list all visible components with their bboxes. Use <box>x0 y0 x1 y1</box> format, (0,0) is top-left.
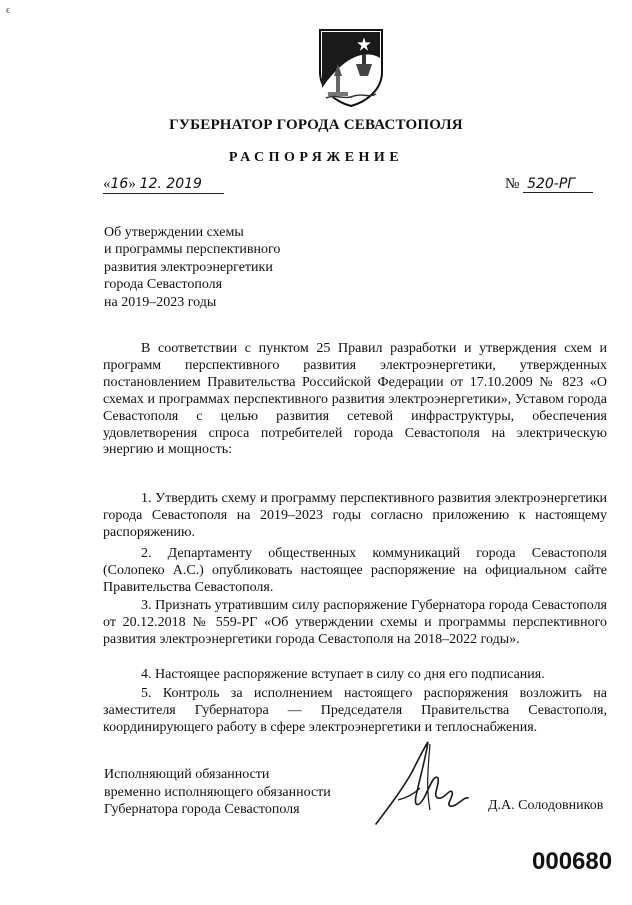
handwritten-signature-icon <box>368 738 478 830</box>
date-close-quote: » <box>128 176 136 192</box>
date-month-year: 12. 2019 <box>139 176 202 192</box>
order-item-3: 3. Признать утратившим силу распоряжение Губернатора города Севастополя от 20.12.2018 № 559-РГ «Об утверждении схемы и программы перспективного развития электроэнергетики города Севастополя на 2018–2022 годы». <box>103 598 607 647</box>
position-line: Губернатора города Севастополя <box>104 802 300 818</box>
subject-line: и программы перспективного <box>104 242 281 258</box>
subject-block <box>104 224 280 311</box>
order-item-2: 2. Департаменту общественных коммуникаций города Севастополя (Солопеко А.С.) опубликовать настоящее распоряжение на официальном сайте Правительства Севастополя. <box>103 546 607 595</box>
corner-mark: ϵ <box>6 5 11 16</box>
order-item-1: 1. Утвердить схему и программу перспективного развития электроэнергетики города Севастополя на 2019–2023 годы согласно приложению к настоящему распоряжению. <box>103 491 607 540</box>
coat-of-arms-icon <box>316 28 386 108</box>
governor-title: ГУБЕРНАТОР ГОРОДА СЕВАСТОПОЛЯ <box>169 117 463 133</box>
document-number <box>505 176 593 193</box>
subject-line: города Севастополя <box>104 277 223 293</box>
number-prefix: № <box>505 176 520 192</box>
registration-number: 000680 <box>532 848 613 875</box>
order-item-4: 4. Настоящее распоряжение вступает в силу со дня его подписания. <box>141 667 545 682</box>
intro-paragraph: В соответствии с пунктом 25 Правил разработки и утверждения схем и программ перспективного развития электроэнергетики, утвержденных постановлением Правительства Российской Федерации от 17.10.2009 № 823 «О схемах и программах перспективного развития электроэнергетики», Уставом города Севастополя с целью развития сетевой инфраструктуры, обеспечения удовлетворения спроса потребителей города Севастополя на электрическую энергию и мощность: <box>103 341 607 458</box>
number-value: 520-РГ <box>523 176 593 193</box>
subject-line: на 2019–2023 годы <box>104 294 217 310</box>
signatory-position <box>104 766 331 819</box>
subject-line: развития электроэнергетики <box>104 259 273 275</box>
order-item-5: 5. Контроль за исполнением настоящего распоряжения возложить на заместителя Губернатора — Председателя Правительства Севастополя, координирующего работу в сфере электроэнергетики и теплоснабжения. <box>103 686 607 735</box>
subject-line: Об утверждении схемы <box>104 225 244 240</box>
date-open-quote: « <box>103 176 111 192</box>
date-day: 16 <box>110 176 129 192</box>
document-date <box>103 176 224 194</box>
position-line: Исполняющий обязанности <box>104 767 270 782</box>
position-line: временно исполняющего обязанности <box>104 784 331 800</box>
document-type-heading: РАСПОРЯЖЕНИЕ <box>228 150 404 165</box>
signatory-name: Д.А. Солодовников <box>488 798 604 813</box>
